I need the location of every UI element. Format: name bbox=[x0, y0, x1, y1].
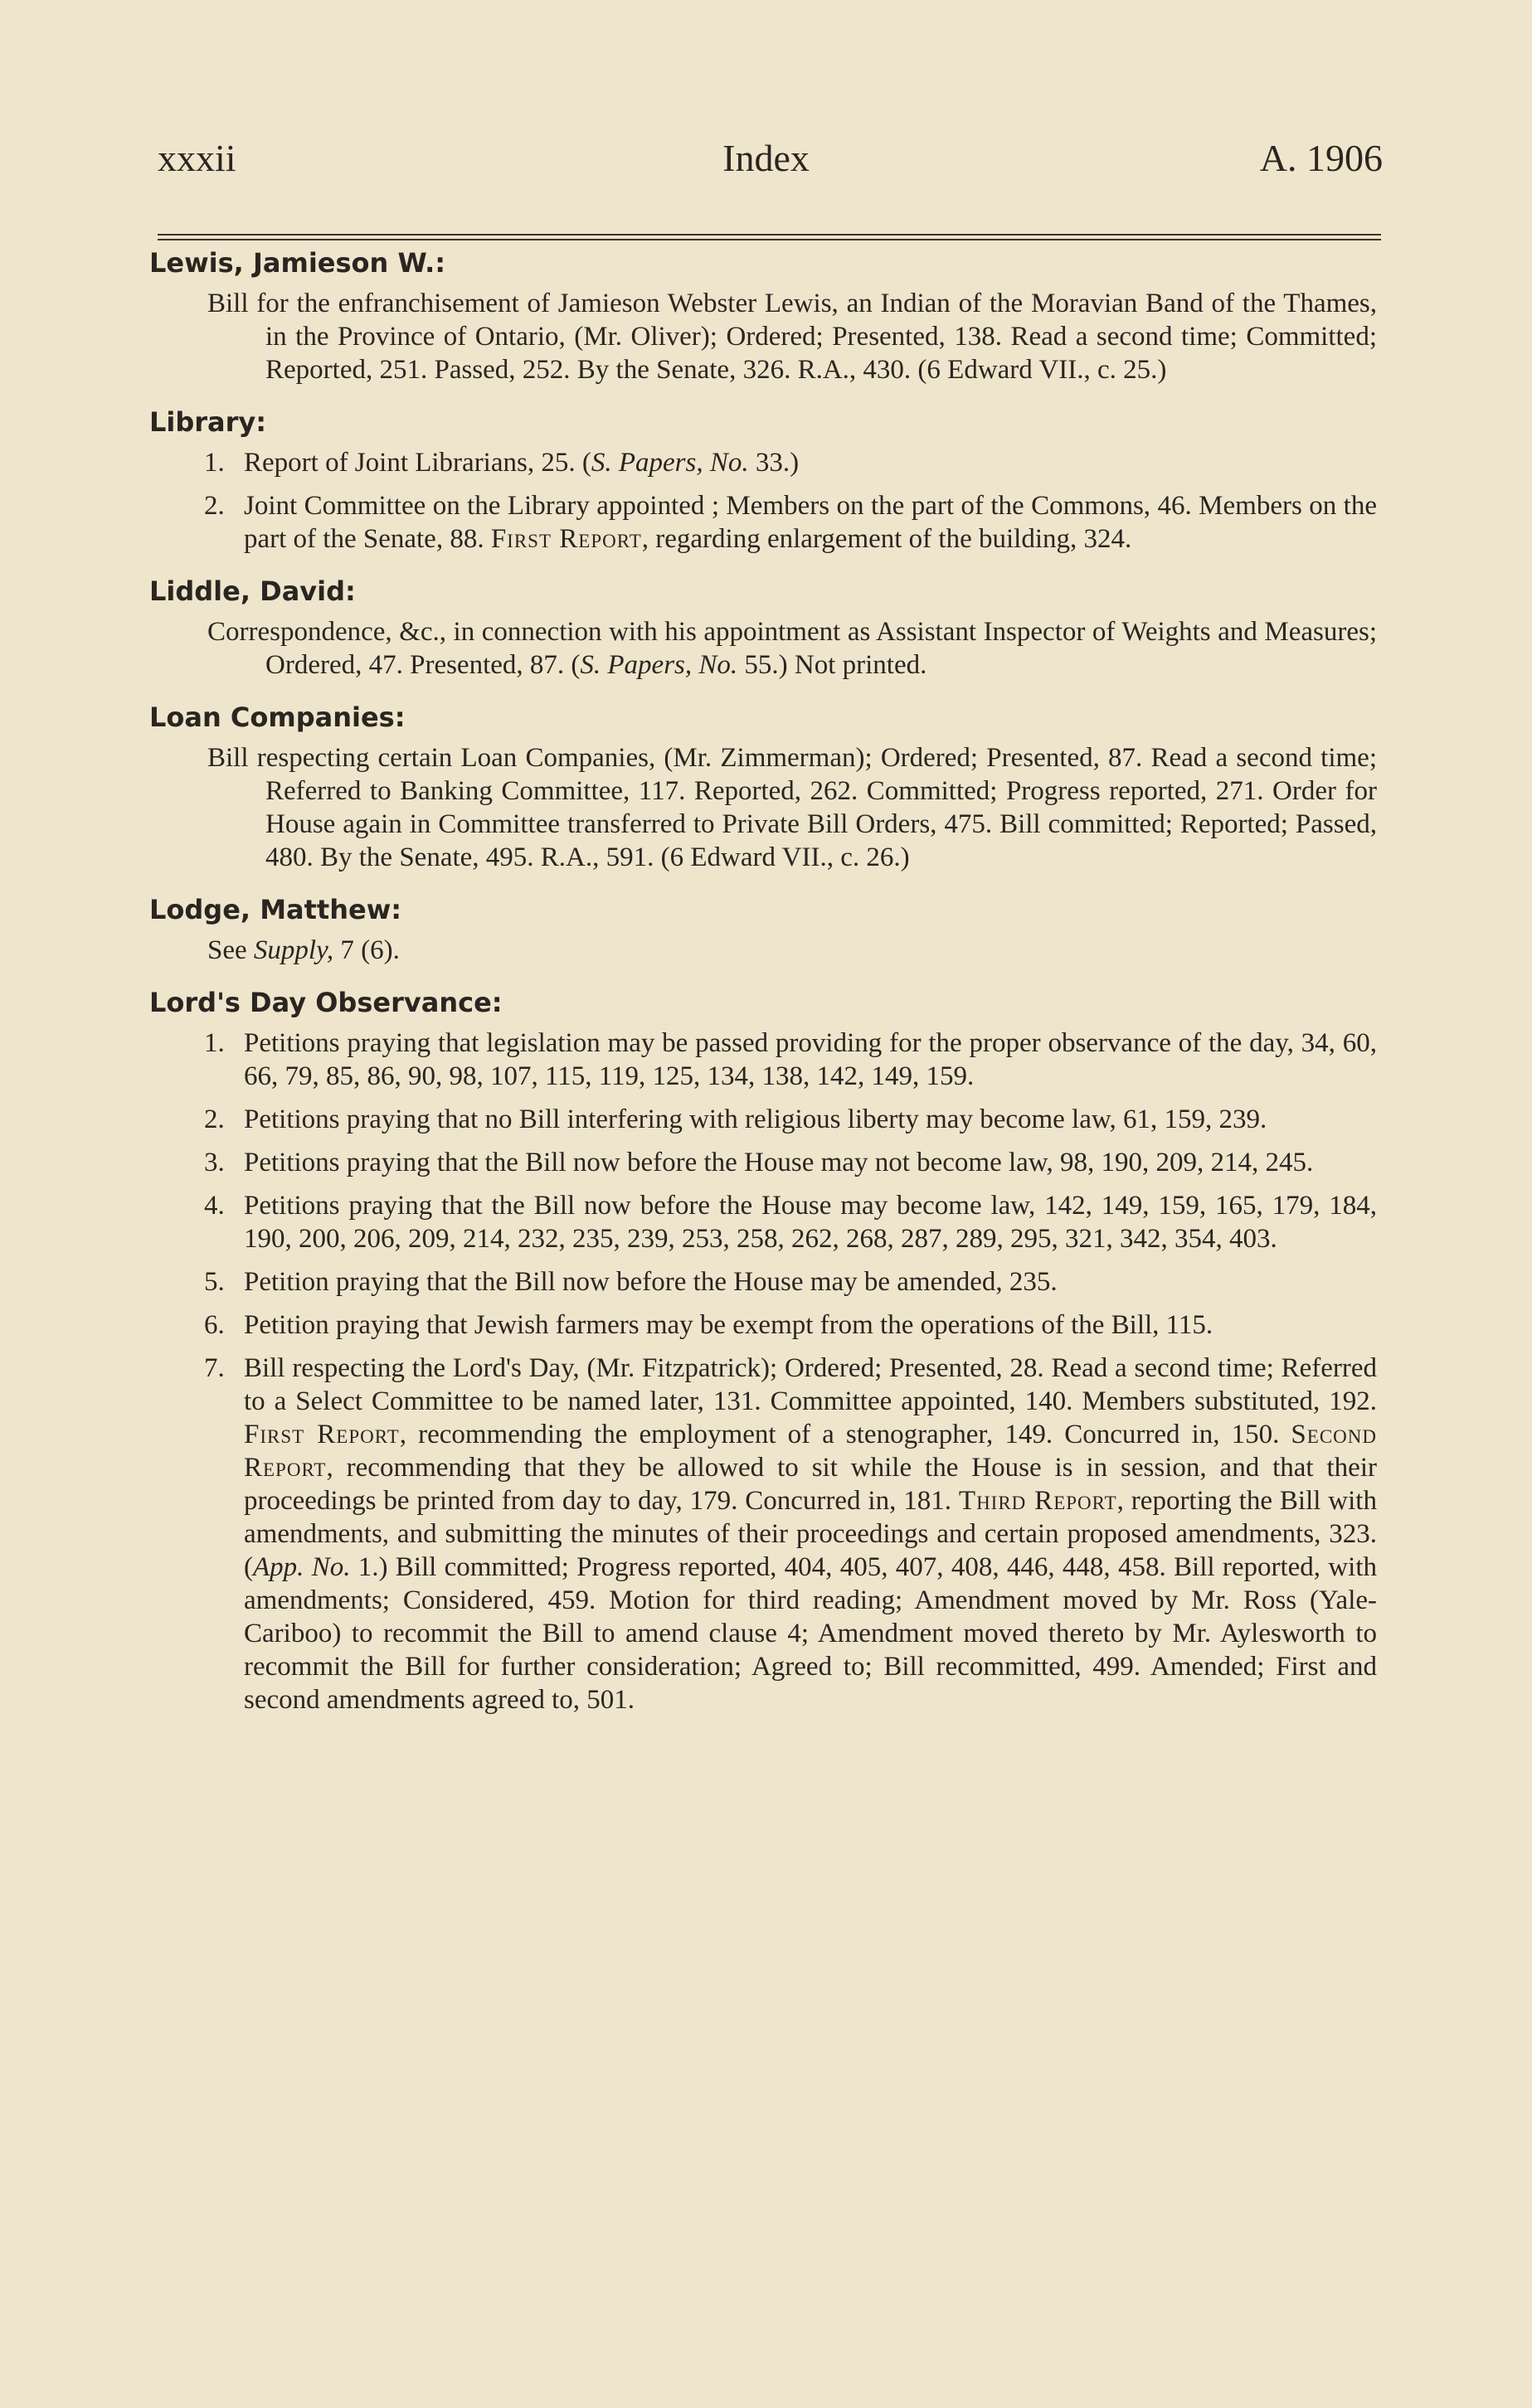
entry-liddle bbox=[149, 574, 1377, 682]
report-label: First Report bbox=[244, 1420, 400, 1449]
item-text: Petitions praying that legislation may be passed providing for the proper observance of the day, 34, 60, 66, 79, 85, 86, 90, 98, 107, 115, 119, 125, 134, 138, 142, 149, 159. bbox=[244, 1028, 1377, 1091]
item-text: , recommending the employment of a stenographer, 149. Concurred in, 150. bbox=[399, 1420, 1291, 1449]
entry-lords-day bbox=[149, 985, 1377, 1716]
list-item bbox=[204, 1308, 1377, 1342]
entry-heading: Library: bbox=[149, 406, 267, 438]
report-label: Second Report bbox=[244, 1420, 1377, 1483]
entry-text: Bill respecting certain Loan Companies, (Mr. Zimmerman); Ordered; Presented, 87. Read a second time; Referred to Banking Committee, 117. Reported, 262. Committed; Progress reported, 271. Order for House again in Committee transferred to Private Bill Orders, 475. Bill committed; Reported; Passed, 480. By the Senate, 495. R.A., 591. (6 Edward VII., c. 26.) bbox=[207, 743, 1377, 872]
item-text: Petitions praying that the Bill now before the House may not become law, 98, 190, 209, 214, 245. bbox=[244, 1148, 1314, 1177]
header-rule-top bbox=[158, 234, 1381, 235]
item-text: 1.) Bill committed; Progress reported, 404, 405, 407, 408, 446, 448, 458. Bill reported, with amendments; Considered, 459. Motion for third reading; Amendment moved by Mr. Ross (Yale-Cariboo) to recommit the Bill to amend clause 4; Amendment moved thereto by Mr. Aylesworth to recommit the Bill for further consideration; Agreed to; Bill recommitted, 499. Amended; First and second amendments agreed to, 501. bbox=[244, 1552, 1377, 1715]
item-text: 33.) bbox=[748, 448, 800, 478]
item-text: , regarding enlargement of the building, 324. bbox=[641, 524, 1132, 554]
entry-text bbox=[207, 615, 1377, 682]
item-number: 2. bbox=[204, 1104, 225, 1134]
list-item bbox=[204, 1265, 1377, 1299]
entry-heading: Lord's Day Observance: bbox=[149, 987, 503, 1018]
item-text: Petitions praying that no Bill interfering with religious liberty may become law, 61, 159, 239. bbox=[244, 1104, 1267, 1134]
item-reference: App. No. bbox=[253, 1552, 351, 1582]
item-number: 4. bbox=[204, 1191, 225, 1221]
entry-heading: Lewis, Jamieson W.: bbox=[149, 247, 446, 279]
item-text: Petition praying that the Bill now before the House may be amended, 235. bbox=[244, 1267, 1058, 1297]
item-number: 1. bbox=[204, 448, 225, 478]
item-text: Petitions praying that the Bill now before the House may become law, 142, 149, 159, 165, 179, 184, 190, 200, 206, 209, 214, 232, 235, 239, 253, 258, 262, 268, 287, 289, 295, 321, 342, 354, 403. bbox=[244, 1191, 1377, 1254]
list-item bbox=[204, 446, 1377, 479]
header-rule-bottom bbox=[158, 239, 1381, 240]
entry-reference: S. Papers, No. bbox=[580, 650, 738, 680]
entry-text-part: Correspondence, &c., in connection with his appointment as Assistant Inspector of Weights and Measures; Ordered, 47. Presented, 87. ( bbox=[207, 617, 1377, 680]
entry-text bbox=[207, 934, 1377, 967]
list-item bbox=[204, 1189, 1377, 1255]
entry-text-part: See bbox=[207, 935, 254, 965]
item-text: Petition praying that Jewish farmers may be exempt from the operations of the Bill, 115. bbox=[244, 1310, 1213, 1340]
item-number: 7. bbox=[204, 1353, 225, 1383]
item-text: Joint Committee on the Library appointed ; Members on the part of the Commons, 46. Members on the part of the Senate, 88. bbox=[244, 491, 1377, 554]
list-item bbox=[204, 1352, 1377, 1716]
item-text: , recommending that they be allowed to sit while the House is in session, and that their proceedings be printed from day to day, 179. Concurred in, 181. bbox=[244, 1453, 1377, 1516]
item-text: , reporting the Bill with amendments, and submitting the minutes of their proceedings and certain proposed amendments, 323. ( bbox=[244, 1486, 1377, 1582]
item-reference: S. Papers, No. bbox=[591, 448, 749, 478]
list-item bbox=[204, 489, 1377, 556]
entry-lodge bbox=[149, 892, 1377, 967]
report-label: Third Report bbox=[958, 1486, 1117, 1516]
item-text: Report of Joint Librarians, 25. ( bbox=[244, 448, 591, 478]
entry-reference: Supply, bbox=[253, 935, 334, 965]
item-text: Bill respecting the Lord's Day, (Mr. Fitzpatrick); Ordered; Presented, 28. Read a second time; Referred to a Select Committee to be named later, 131. Committee appointed, 140. Members substituted, 192. bbox=[244, 1353, 1377, 1416]
session-label: A. 1906 bbox=[1259, 137, 1383, 179]
entry-library bbox=[149, 405, 1377, 556]
entry-text-part: 7 (6). bbox=[333, 935, 400, 965]
list-item bbox=[204, 1103, 1377, 1136]
item-number: 3. bbox=[204, 1148, 225, 1177]
entry-text-part: 55.) Not printed. bbox=[737, 650, 927, 680]
entry-heading: Loan Companies: bbox=[149, 702, 406, 733]
list-item bbox=[204, 1027, 1377, 1093]
list-item bbox=[204, 1146, 1377, 1179]
report-label: First Report bbox=[490, 524, 642, 554]
item-number: 6. bbox=[204, 1310, 225, 1340]
index-entries bbox=[149, 245, 1377, 1735]
entry-heading: Liddle, David: bbox=[149, 575, 356, 607]
item-number: 2. bbox=[204, 491, 225, 521]
entry-loan-companies bbox=[149, 700, 1377, 874]
entry-heading: Lodge, Matthew: bbox=[149, 894, 402, 925]
page-number: xxxii bbox=[158, 137, 236, 179]
entry-lewis bbox=[149, 245, 1377, 386]
entry-text: Bill for the enfranchisement of Jamieson Webster Lewis, an Indian of the Moravian Band of the Thames, in the Province of Ontario, (Mr. Oliver); Ordered; Presented, 138. Read a second time; Committed; Reported, 251. Passed, 252. By the Senate, 326. R.A., 430. (6 Edward VII., c. 25.) bbox=[207, 289, 1377, 385]
item-number: 5. bbox=[204, 1267, 225, 1297]
item-number: 1. bbox=[204, 1028, 225, 1058]
page-title: Index bbox=[722, 137, 810, 179]
